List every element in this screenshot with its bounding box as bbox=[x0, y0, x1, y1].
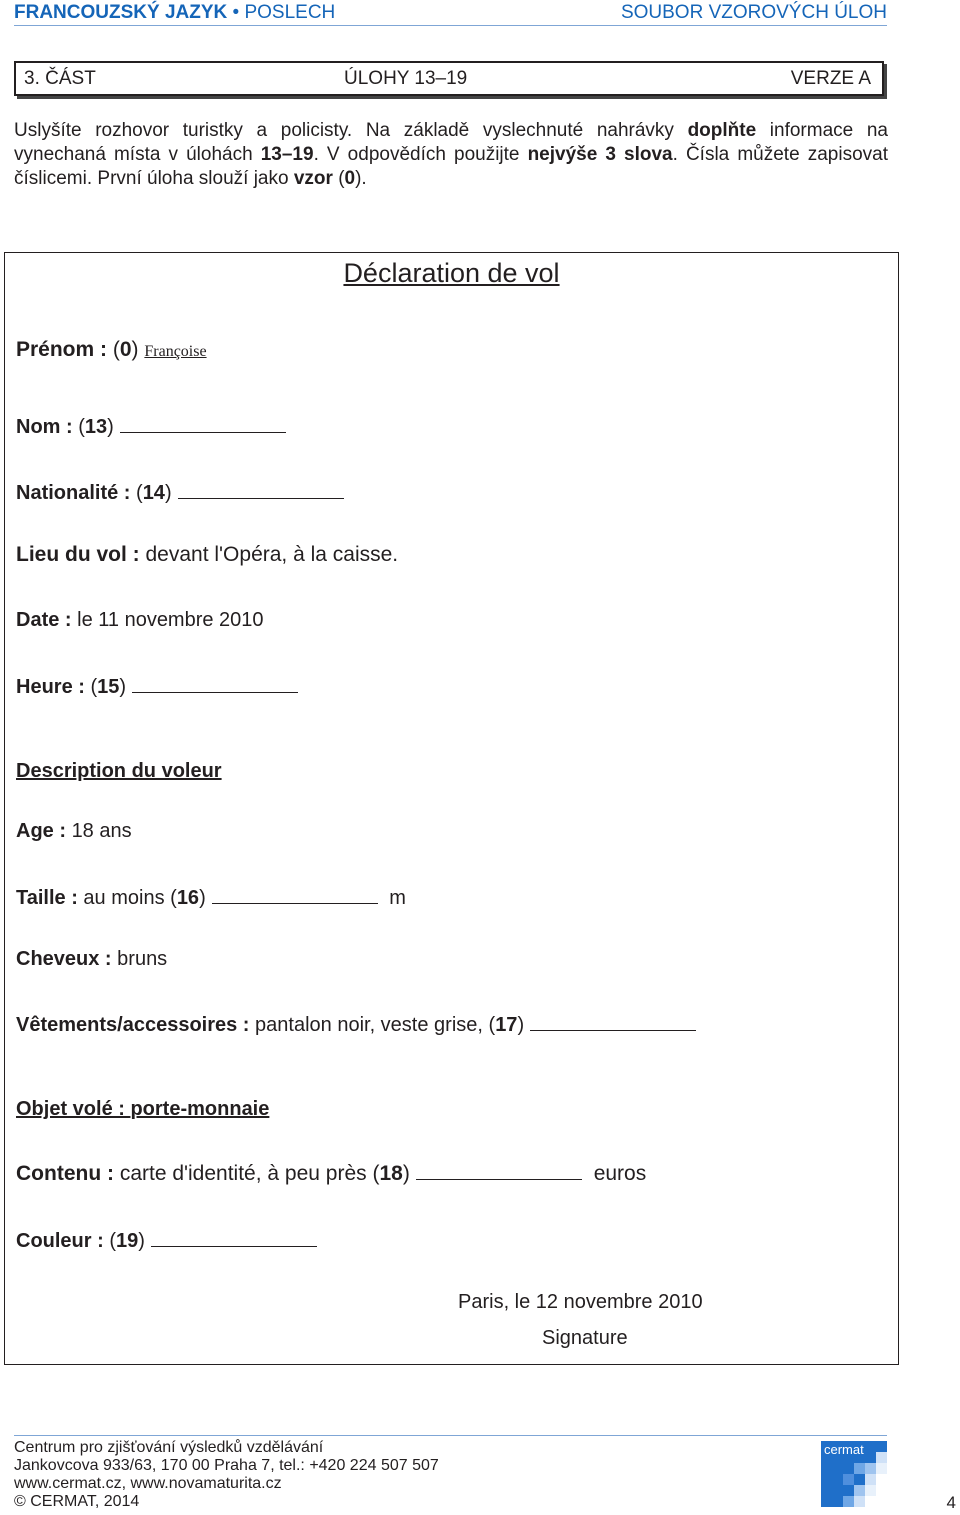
unit-label: m bbox=[389, 887, 406, 909]
instr-bold: doplňte bbox=[687, 120, 757, 141]
answer-blank-17[interactable] bbox=[530, 1010, 696, 1031]
instr-bold: vzor bbox=[293, 168, 333, 189]
item-number: 13 bbox=[84, 416, 108, 438]
field-label: Cheveux : bbox=[16, 948, 118, 970]
form-title bbox=[5, 258, 898, 289]
field-contenu: Contenu : carte d'identité, à peu près (18) euros bbox=[16, 1159, 646, 1186]
item-number: 0 bbox=[119, 338, 132, 361]
footer-org: Centrum pro zjišťování výsledků vzdělávání bbox=[14, 1439, 324, 1456]
field-value: le 11 novembre 2010 bbox=[77, 609, 264, 631]
instructions bbox=[14, 119, 888, 191]
place-date: Paris, le 12 novembre 2010 bbox=[458, 1291, 703, 1313]
instr-bold: 0 bbox=[344, 168, 356, 189]
instr-text: ( bbox=[332, 168, 345, 189]
field-lieu bbox=[16, 543, 398, 567]
answer-blank-18[interactable] bbox=[416, 1159, 582, 1180]
part-bar bbox=[14, 61, 884, 96]
footer-address bbox=[14, 1439, 439, 1511]
form-title-text: Déclaration de vol bbox=[343, 258, 560, 288]
field-label: Age : bbox=[16, 820, 72, 842]
footer-divider bbox=[14, 1435, 887, 1436]
page-number: 4 bbox=[946, 1493, 956, 1512]
header-subject bbox=[14, 2, 335, 24]
field-value: carte d'identité, à peu près bbox=[119, 1162, 373, 1185]
instr-bold: nejvýše 3 slova bbox=[527, 144, 673, 165]
instr-bold: 13–19 bbox=[260, 144, 314, 165]
field-vetements: Vêtements/accessoires : pantalon noir, veste grise, (17) bbox=[16, 1010, 696, 1037]
field-label: Nationalité : bbox=[16, 482, 137, 504]
field-value: devant l'Opéra, à la caisse. bbox=[145, 543, 399, 566]
item-number: 19 bbox=[116, 1230, 139, 1252]
field-age bbox=[16, 820, 132, 843]
part-tasks: ÚLOHY 13–19 bbox=[344, 68, 468, 89]
item-number: 18 bbox=[379, 1162, 403, 1185]
field-value: pantalon noir, veste grise, bbox=[255, 1014, 489, 1036]
unit-label: euros bbox=[593, 1162, 647, 1185]
field-heure: Heure : (15) bbox=[16, 672, 298, 699]
instr-text: informace na vynechaná místa v úlohách bbox=[14, 120, 888, 165]
field-couleur: Couleur : (19) bbox=[16, 1226, 317, 1253]
header-collection: SOUBOR VZOROVÝCH ÚLOH bbox=[620, 2, 887, 23]
part-label: 3. ČÁST bbox=[24, 68, 96, 89]
field-value: 18 ans bbox=[71, 820, 132, 842]
instr-text: ). bbox=[355, 168, 367, 189]
header-subject-bold: FRANCOUZSKÝ JAZYK bbox=[14, 2, 228, 23]
field-nationalite: Nationalité : (14) bbox=[16, 478, 344, 505]
field-value: porte-monnaie bbox=[130, 1098, 270, 1120]
field-label: Contenu : bbox=[16, 1162, 120, 1185]
instr-text: Uslyšíte rozhovor turistky a policisty. Na základě vyslechnuté nahrávky bbox=[14, 120, 688, 141]
cermat-logo-text: cermat bbox=[824, 1442, 864, 1457]
field-nom: Nom : (13) bbox=[16, 412, 286, 439]
field-prenom: Prénom : (0) Françoise bbox=[16, 338, 207, 361]
field-objet bbox=[16, 1098, 269, 1121]
description-heading bbox=[16, 760, 222, 783]
item-number: 15 bbox=[97, 676, 120, 698]
field-label: Date : bbox=[16, 609, 78, 631]
header-section: POSLECH bbox=[244, 2, 336, 23]
item-number: 14 bbox=[142, 482, 165, 504]
field-label: Objet volé : bbox=[16, 1098, 131, 1120]
field-value: bruns bbox=[117, 948, 168, 970]
item-number: 17 bbox=[495, 1014, 518, 1036]
item-number: 16 bbox=[176, 887, 200, 909]
footer-copyright: © CERMAT, 2014 bbox=[14, 1493, 140, 1510]
answer-blank-13[interactable] bbox=[120, 412, 286, 433]
part-version: VERZE A bbox=[790, 68, 871, 89]
answer-blank-15[interactable] bbox=[132, 672, 298, 693]
signature-label: Signature bbox=[542, 1327, 628, 1349]
field-label: Prénom : bbox=[16, 338, 113, 361]
answer-blank-19[interactable] bbox=[151, 1226, 317, 1247]
field-cheveux bbox=[16, 948, 167, 971]
field-label: Heure : bbox=[16, 676, 91, 698]
header-bullet: • bbox=[232, 2, 240, 23]
field-label: Nom : bbox=[16, 416, 79, 438]
section-heading: Description du voleur bbox=[16, 760, 222, 782]
field-label: Vêtements/accessoires : bbox=[16, 1014, 256, 1036]
cermat-logo bbox=[821, 1441, 887, 1507]
field-taille: Taille : au moins (16) m bbox=[16, 883, 406, 910]
answer-blank-14[interactable] bbox=[178, 478, 344, 499]
field-label: Couleur : bbox=[16, 1230, 110, 1252]
field-label: Lieu du vol : bbox=[16, 543, 146, 566]
sample-answer: Françoise bbox=[144, 343, 207, 360]
answer-blank-16[interactable] bbox=[212, 883, 378, 904]
footer-web: www.cermat.cz, www.novamaturita.cz bbox=[14, 1475, 282, 1492]
field-label: Taille : bbox=[16, 887, 84, 909]
declaration-form bbox=[4, 252, 899, 1365]
instr-text: . Čísla můžete zapisovat číslicemi. První úloha slouží jako bbox=[14, 144, 888, 189]
field-value: au moins bbox=[83, 887, 171, 909]
field-date bbox=[16, 609, 264, 632]
header-divider bbox=[14, 25, 887, 26]
instr-text: . V odpovědích použijte bbox=[313, 144, 528, 165]
footer-street: Jankovcova 933/63, 170 00 Praha 7, tel.: +420 224 507 507 bbox=[14, 1457, 439, 1474]
